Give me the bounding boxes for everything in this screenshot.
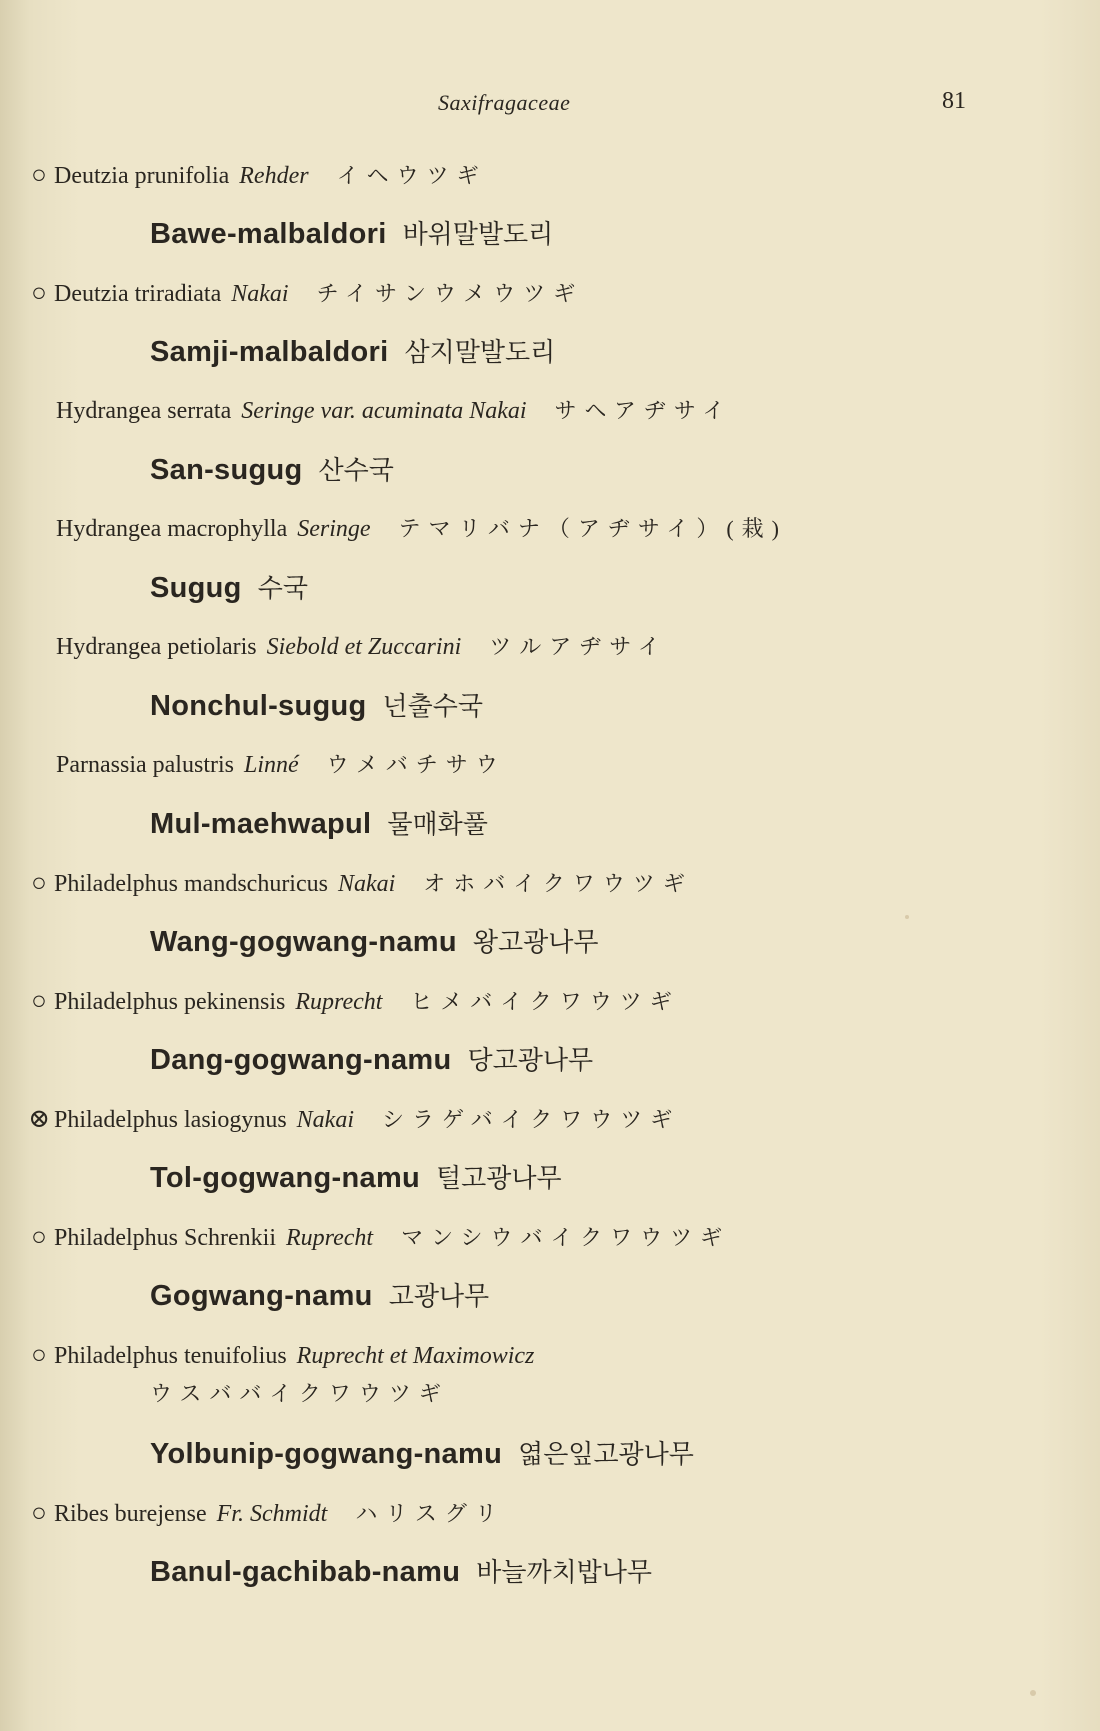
- hangul-name: 수국: [257, 573, 308, 603]
- hangul-name: 털고광나무: [436, 1163, 562, 1193]
- hangul-name: 물매화풀: [387, 809, 488, 839]
- status-mark: ○: [31, 1498, 47, 1527]
- korean-name-line: [0, 1532, 1100, 1612]
- species: petiolaris: [167, 634, 257, 660]
- romanized-name: Mul-maehwapul: [150, 808, 372, 840]
- japanese-name: ハリスグリ: [355, 1501, 505, 1526]
- romanized-name: Tol-gogwang-namu: [150, 1162, 421, 1194]
- scientific-name-line: [0, 1100, 1100, 1138]
- genus: Philadelphus: [54, 989, 178, 1015]
- korean-name-line: [0, 548, 1100, 628]
- status-mark: ○: [31, 1222, 47, 1251]
- species: serrata: [167, 398, 232, 424]
- scientific-name-line: [0, 510, 1100, 548]
- genus: Ribes: [54, 1501, 109, 1527]
- genus: Philadelphus: [54, 1107, 178, 1133]
- author: Seringe var. acuminata Nakai: [241, 398, 527, 424]
- author: Ruprecht: [285, 1225, 374, 1251]
- hangul-name: 산수국: [318, 455, 394, 485]
- list-item: [0, 1494, 1100, 1612]
- author: Siebold et Zuccarini: [266, 634, 462, 660]
- genus: Philadelphus: [54, 871, 178, 897]
- korean-name-line: [0, 312, 1100, 392]
- running-head: Saxifragaceae: [438, 90, 571, 115]
- list-item: [0, 864, 1100, 982]
- korean-name-line: [0, 430, 1100, 510]
- list-item: [0, 746, 1100, 864]
- genus: Hydrangea: [56, 398, 162, 424]
- romanized-name: Nonchul-sugug: [150, 690, 367, 722]
- author: Linné: [243, 752, 299, 778]
- romanized-name: Bawe-malbaldori: [150, 218, 387, 250]
- genus: Hydrangea: [56, 634, 162, 660]
- japanese-name: オホバイクワウツギ: [423, 871, 693, 896]
- hangul-name: 당고광나무: [467, 1045, 594, 1075]
- status-mark: ○: [31, 160, 47, 189]
- romanized-name: Sugug: [150, 572, 242, 604]
- author: Nakai: [296, 1107, 354, 1133]
- species-list: [0, 156, 1100, 1612]
- korean-name-line: [0, 194, 1100, 274]
- author: Seringe: [297, 516, 371, 542]
- genus: Hydrangea: [56, 516, 162, 542]
- list-item: [0, 1218, 1100, 1336]
- hangul-name: 왕고광나무: [472, 927, 599, 957]
- genus: Deutzia: [54, 163, 129, 189]
- species: palustris: [152, 752, 234, 778]
- korean-name-line: [0, 1138, 1100, 1218]
- list-item: [0, 274, 1100, 392]
- scientific-name-line: [0, 392, 1100, 430]
- romanized-name: Samji-malbaldori: [150, 336, 389, 368]
- author: Fr. Schmidt: [216, 1501, 328, 1527]
- list-item: [0, 1100, 1100, 1218]
- species: burejense: [114, 1501, 207, 1527]
- species: prunifolia: [134, 163, 230, 189]
- korean-name-line: [0, 1256, 1100, 1336]
- scientific-name-line: [0, 274, 1100, 312]
- korean-name-line: [0, 1414, 1100, 1494]
- species: lasiogynus: [184, 1107, 287, 1133]
- genus: Philadelphus: [54, 1343, 178, 1369]
- korean-name-line: [0, 784, 1100, 864]
- list-item: [0, 510, 1100, 628]
- scientific-name-line: [0, 746, 1100, 784]
- scientific-name-line: [0, 1218, 1100, 1256]
- species: triradiata: [134, 281, 222, 307]
- paper-spot: [1030, 1690, 1036, 1696]
- status-mark: ○: [31, 1340, 47, 1369]
- hangul-name: 삼지말발도리: [404, 337, 556, 367]
- list-item: [0, 1336, 1100, 1494]
- japanese-name: ヒメバイクワウツギ: [410, 989, 680, 1014]
- genus: Philadelphus: [54, 1225, 178, 1251]
- hangul-name: 넌출수국: [382, 691, 483, 721]
- author: Nakai: [231, 281, 289, 307]
- scientific-name-line: [0, 982, 1100, 1020]
- list-item: [0, 628, 1100, 746]
- status-mark: ○: [31, 986, 47, 1015]
- status-mark: ○: [31, 868, 47, 897]
- japanese-name: チイサンウメウツギ: [316, 281, 584, 306]
- japanese-name: シラゲバイクワウツギ: [382, 1107, 681, 1132]
- japanese-name: イヘウツギ: [336, 163, 487, 188]
- species: Schrenkii: [184, 1225, 276, 1251]
- japanese-name: ツルアヂサイ: [489, 634, 668, 659]
- romanized-name: Yolbunip-gogwang-namu: [150, 1438, 503, 1470]
- japanese-name: テマリバナ（アヂサイ）(栽): [398, 516, 788, 541]
- species: pekinensis: [184, 989, 286, 1015]
- romanized-name: San-sugug: [150, 454, 303, 486]
- status-mark: ⊗: [28, 1104, 50, 1133]
- scientific-name-line: [0, 1336, 1100, 1374]
- genus: Deutzia: [54, 281, 129, 307]
- japanese-name: マンシウバイクワウツギ: [401, 1225, 731, 1250]
- author: Ruprecht: [295, 989, 383, 1015]
- romanized-name: Banul-gachibab-namu: [150, 1556, 461, 1588]
- list-item: [0, 392, 1100, 510]
- scientific-name-line: [0, 156, 1100, 194]
- hangul-name: 바늘까치밥나무: [476, 1557, 653, 1587]
- species: tenuifolius: [184, 1343, 287, 1369]
- genus: Parnassia: [56, 752, 147, 778]
- author: Rehder: [239, 163, 309, 189]
- romanized-name: Dang-gogwang-namu: [150, 1044, 452, 1076]
- author: Ruprecht et Maximowicz: [296, 1343, 535, 1369]
- hangul-name: 엷은잎고광나무: [518, 1439, 694, 1469]
- romanized-name: Gogwang-namu: [150, 1280, 373, 1312]
- scientific-name-line: [0, 1494, 1100, 1532]
- korean-name-line: [0, 1020, 1100, 1100]
- korean-name-line: [0, 666, 1100, 746]
- japanese-name: ウメバチサウ: [326, 752, 506, 777]
- scientific-name-line: [0, 864, 1100, 902]
- romanized-name: Wang-gogwang-namu: [150, 926, 457, 958]
- scientific-name-line: [0, 628, 1100, 666]
- author: Nakai: [337, 871, 396, 897]
- status-mark: ○: [31, 278, 47, 307]
- list-item: [0, 982, 1100, 1100]
- korean-name-line: [0, 902, 1100, 982]
- species: mandschuricus: [184, 871, 328, 897]
- japanese-name: サヘアヂサイ: [554, 398, 733, 423]
- species: macrophylla: [167, 516, 288, 542]
- hangul-name: 바위말발도리: [402, 219, 554, 249]
- hangul-name: 고광나무: [388, 1281, 490, 1311]
- page-number: 81: [942, 88, 966, 114]
- list-item: [0, 156, 1100, 274]
- japanese-name: ウスババイクワウツギ: [150, 1381, 449, 1406]
